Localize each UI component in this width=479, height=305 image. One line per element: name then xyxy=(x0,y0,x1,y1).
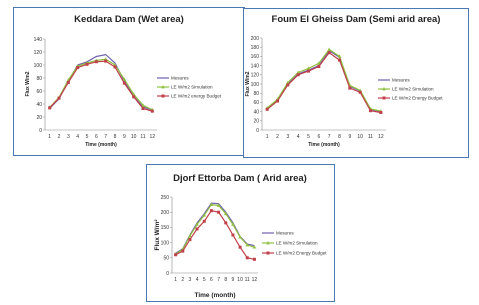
x-tick-label: 8 xyxy=(224,277,228,283)
y-tick-label: 40 xyxy=(36,101,42,108)
data-point-square xyxy=(224,221,227,224)
y-tick-label: 120 xyxy=(33,49,42,56)
data-point-square xyxy=(217,211,220,214)
x-tick-label: 7 xyxy=(104,134,108,140)
chart-title: Djorf Ettorba Dam ( Arid area) xyxy=(173,173,307,184)
y-tick-label: 20 xyxy=(253,118,259,125)
y-tick-label: 60 xyxy=(36,88,42,95)
data-point-triangle xyxy=(327,48,331,51)
data-point-square xyxy=(151,110,154,113)
data-point-square xyxy=(76,66,79,69)
legend-label: Mesures xyxy=(276,230,294,236)
legend-label: Mesures xyxy=(171,75,189,81)
x-tick-label: 1 xyxy=(174,277,177,283)
y-tick-label: 100 xyxy=(160,240,169,247)
x-tick-label: 4 xyxy=(76,134,80,140)
x-tick-label: 9 xyxy=(231,277,235,283)
y-tick-label: 20 xyxy=(36,114,42,121)
y-tick-label: 80 xyxy=(36,75,42,82)
data-point-square xyxy=(307,70,310,73)
y-tick-label: 0 xyxy=(166,270,169,277)
series-line xyxy=(176,211,255,260)
y-tick-label: 60 xyxy=(253,100,259,107)
series-line xyxy=(267,53,381,113)
x-tick-label: 3 xyxy=(66,134,70,140)
x-tick-label: 8 xyxy=(113,134,117,140)
y-tick-label: 150 xyxy=(160,225,169,232)
data-point-square xyxy=(276,100,279,103)
x-tick-label: 6 xyxy=(94,134,98,140)
legend-label: LE W/m2 Simulation xyxy=(392,86,434,92)
y-axis-label: Flux W/m² xyxy=(154,219,161,251)
x-tick-label: 2 xyxy=(181,277,185,283)
x-tick-label: 5 xyxy=(85,134,89,140)
x-tick-label: 4 xyxy=(296,134,300,140)
data-point-square xyxy=(114,65,117,68)
data-point-square xyxy=(379,111,382,114)
x-tick-label: 12 xyxy=(378,134,384,140)
series-line xyxy=(50,59,153,110)
x-tick-label: 7 xyxy=(217,277,220,283)
x-tick-label: 5 xyxy=(307,134,310,140)
data-point-square xyxy=(297,73,300,76)
x-tick-label: 12 xyxy=(251,277,258,283)
y-axis-label: Flux W/m2 xyxy=(25,71,31,97)
x-tick-label: 6 xyxy=(317,134,321,140)
data-point-square xyxy=(132,95,135,98)
legend-label: LE W/m2 Energy Budget xyxy=(276,250,327,256)
chart-title: Foum El Gheiss Dam (Semi arid area) xyxy=(271,14,441,25)
data-point-square xyxy=(231,234,234,237)
x-tick-label: 4 xyxy=(195,277,199,283)
data-point-square xyxy=(123,82,126,85)
y-tick-label: 140 xyxy=(250,63,259,70)
data-point-square xyxy=(359,91,362,94)
data-point-square xyxy=(58,97,61,100)
x-axis-label: Time (month) xyxy=(308,142,340,148)
legend-label: LE W/m2 energy Budget xyxy=(171,93,222,99)
x-tick-label: 6 xyxy=(210,277,213,283)
x-axis-label: Time (month) xyxy=(85,142,117,148)
x-tick-label: 12 xyxy=(149,134,156,140)
x-tick-label: 3 xyxy=(286,134,290,140)
x-tick-label: 11 xyxy=(244,277,250,283)
y-tick-label: 120 xyxy=(250,72,259,79)
data-point-square xyxy=(338,59,341,62)
x-tick-label: 5 xyxy=(202,277,206,283)
y-tick-label: 80 xyxy=(253,91,259,97)
x-tick-label: 1 xyxy=(48,134,52,140)
x-tick-label: 7 xyxy=(327,134,331,140)
data-point-square xyxy=(95,60,98,63)
y-tick-label: 200 xyxy=(250,35,259,42)
data-point-square xyxy=(203,220,206,223)
data-point-square xyxy=(142,107,145,110)
legend-label: LE W/m2 Simulation xyxy=(171,84,213,90)
y-axis-label: Flux W/m2 xyxy=(245,71,251,97)
data-point-square xyxy=(210,209,213,212)
data-point-square xyxy=(266,108,269,111)
y-tick-label: 140 xyxy=(33,36,42,43)
data-point-square xyxy=(317,65,320,68)
data-point-square xyxy=(174,253,177,256)
data-point-square xyxy=(181,250,184,253)
data-point-square xyxy=(246,256,249,259)
chart-title: Keddara Dam (Wet area) xyxy=(74,14,184,25)
data-point-square xyxy=(188,238,191,241)
data-point-square xyxy=(86,63,89,66)
x-tick-label: 10 xyxy=(130,134,137,140)
x-tick-label: 10 xyxy=(357,134,363,140)
x-tick-label: 1 xyxy=(265,134,269,140)
data-point-square xyxy=(253,258,256,261)
data-point-square xyxy=(67,81,70,84)
y-tick-label: 100 xyxy=(250,81,259,88)
legend-label: LE W/m2 Simulation xyxy=(276,240,318,246)
y-tick-label: 160 xyxy=(250,54,259,61)
x-tick-label: 10 xyxy=(237,277,243,283)
series-line xyxy=(176,203,255,253)
legend-label: LE W/m2 Energy Budget xyxy=(392,95,443,101)
x-axis-label: Time (month) xyxy=(194,292,236,299)
x-tick-label: 2 xyxy=(57,134,61,140)
y-tick-label: 50 xyxy=(163,255,169,262)
x-tick-label: 11 xyxy=(140,134,146,140)
y-tick-label: 0 xyxy=(39,127,42,134)
data-point-square xyxy=(239,246,242,249)
x-tick-label: 2 xyxy=(276,134,279,140)
data-point-square xyxy=(348,87,351,90)
data-point-square xyxy=(369,109,372,112)
y-tick-label: 40 xyxy=(253,109,259,116)
data-point-square xyxy=(104,60,107,63)
legend-marker xyxy=(383,97,386,100)
legend-marker xyxy=(162,95,165,98)
data-point-square xyxy=(48,106,51,109)
y-tick-label: 250 xyxy=(160,194,169,201)
legend-label: Mesures xyxy=(392,77,410,83)
y-tick-label: 0 xyxy=(256,127,259,134)
data-point-square xyxy=(196,227,199,230)
x-tick-label: 9 xyxy=(348,134,352,140)
data-point-square xyxy=(328,51,331,54)
series-line xyxy=(50,55,153,111)
y-tick-label: 100 xyxy=(33,62,42,69)
data-point-square xyxy=(286,83,289,86)
legend-marker xyxy=(267,252,270,255)
x-tick-label: 11 xyxy=(367,134,374,140)
x-tick-label: 3 xyxy=(188,277,192,283)
x-tick-label: 9 xyxy=(122,134,126,140)
y-tick-label: 180 xyxy=(250,45,259,51)
y-tick-label: 200 xyxy=(160,210,169,216)
x-tick-label: 8 xyxy=(338,134,341,140)
